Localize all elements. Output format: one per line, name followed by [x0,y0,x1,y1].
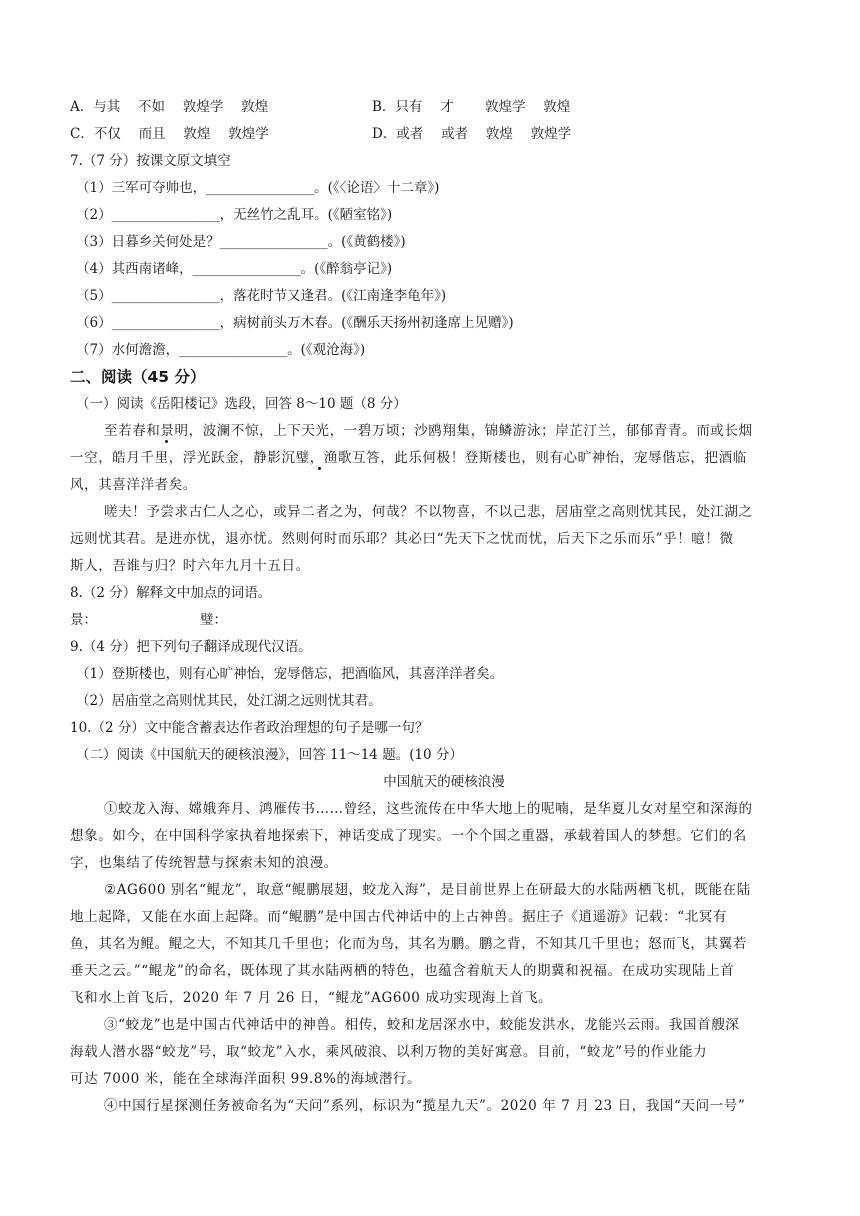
option-d: D．或者 或者 敦煌 敦煌学 [372,126,572,142]
question-10: 10.（2 分）文中能含蓄表达作者政治理想的句子是哪一句？ [70,720,429,736]
emphasis-dot [318,467,321,470]
fill-item: （1）三军可夺帅也，________________。(《〈论语〉十二章》) [76,180,440,196]
option-a: A．与其 不如 敦煌学 敦煌 [70,99,269,115]
passage-text: 至若春和景明，波澜不惊，上下天光，一碧万顷；沙鸥翔集，锦鳞游泳；岸芷汀兰，郁郁青青。而或长烟 [104,423,753,439]
article-line: 可达 7000 米，能在全球海洋面积 99.8%的海域潜行。 [70,1071,422,1087]
passage-line: 嗟夫！予尝求古仁人之心，或异二者之为，何哉？不以物喜，不以己悲，居庙堂之高则忧其民，处江湖之 [104,504,753,520]
passage-line: 风，其喜洋洋者矣。 [70,477,197,493]
question-7-title: 7.（7 分）按课文原文填空 [70,153,231,169]
article-line: ①蛟龙入海、嫦娥奔月、鸿雁传书……曾经，这些流传在中华大地上的呢喃，是华夏儿女对星空和深海的 [104,801,753,817]
emphasis-dot [165,440,168,443]
section-heading: 二、阅读（45 分） [70,368,206,386]
article-line: ②AG600 别名“鲲龙”，取意“鲲鹏展翅，蛟龙入海”，是目前世界上在研最大的水陆两栖飞机，既能在陆 [104,882,751,898]
q9-sentence-2: （2）居庙堂之高则忧其民，处江湖之远则忧其君。 [76,693,382,709]
fill-item: （3）日暮乡关何处是？________________。(《黄鹤楼》) [76,234,406,250]
fill-item: （2）________________，无丝竹之乱耳。(《陋室铭》) [76,207,393,223]
article-line: 想象。如今，在中国科学家执着地探索下，神话变成了现实。一个个国之重器，承载着国人的梦想。它们的名 [70,828,747,844]
article-line: ③“蛟龙”也是中国古代神话中的神兽。相传，蛟和龙居深水中，蛟能发洪水，龙能兴云雨。我国首艘深 [104,1017,740,1033]
part2-intro: （二）阅读《中国航天的硬核浪漫》，回答 11～14 题。(10 分） [76,747,463,763]
passage-line: 远则忧其君。是进亦忧，退亦忧。然则何时而乐耶？其必曰“先天下之忧而忧，后天下之乐而乐”乎！噫！微 [70,531,734,547]
passage-line: 一空，皓月千里，浮光跃金，静影沉璧，渔歌互答，此乐何极！登斯楼也，则有心旷神怡，宠辱偕忘，把酒临 [70,450,747,466]
article-line: 地上起降，又能在水面上起降。而“鲲鹏”是中国古代神话中的上古神兽。据庄子《逍遥游》记载：“北冥有 [70,909,728,925]
fill-item: （5）________________，落花时节又逢君。(《江南逢李龟年》) [76,288,447,304]
fill-item: （4）其西南诸峰，________________。(《醉翁亭记》) [76,261,393,277]
q8-word-2: 璧： [200,612,227,628]
article-line: ④中国行星探测任务被命名为“天问”系列，标识为“揽星九天”。2020 年 7 月 23 日，我国“天问一号” [104,1098,746,1114]
article-line: 字，也集结了传统智慧与探索未知的浪漫。 [70,855,338,871]
question-8: 8.（2 分）解释文中加点的词语。 [70,585,272,601]
fill-item: （6）________________，病树前头万木春。(《酬乐天扬州初逢席上见赠》) [76,315,514,331]
article-line: 飞和水上首飞后，2020 年 7 月 26 日，“鲲龙”AG600 成功实现海上首飞。 [70,990,553,1006]
option-b: B．只有 才 敦煌学 敦煌 [372,99,571,115]
passage-line: 斯人，吾谁与归？时六年九月十五日。 [70,558,310,574]
article-line: 鱼，其名为鲲。鲲之大，不知其几千里也；化而为鸟，其名为鹏。鹏之背，不知其几千里也；怒而飞，其翼若 [70,936,747,952]
q8-word-1: 景： [70,612,97,628]
part1-intro: （一）阅读《岳阳楼记》选段，回答 8～10 题（8 分） [76,396,407,412]
passage-line [104,421,753,441]
question-9: 9.（4 分）把下列句子翻译成现代汉语。 [70,639,312,655]
article-line: 海载人潜水器“蛟龙”号，取“蛟龙”入水，乘风破浪、以利万物的美好寓意。目前，“蛟龙”号的作业能力 [70,1044,708,1060]
article-line: 垂天之云。”“鲲龙”的命名，既体现了其水陆两栖的特色，也蕴含着航天人的期冀和祝福。在成功实现陆上首 [70,963,735,979]
q9-sentence-1: （1）登斯楼也，则有心旷神怡，宠辱偕忘，把酒临风，其喜洋洋者矣。 [76,666,504,682]
article-title: 中国航天的硬核浪漫 [383,774,505,790]
option-c: C．不仅 而且 敦煌 敦煌学 [70,126,269,142]
fill-item: （7）水何澹澹，________________。(《观沧海》) [76,342,366,358]
